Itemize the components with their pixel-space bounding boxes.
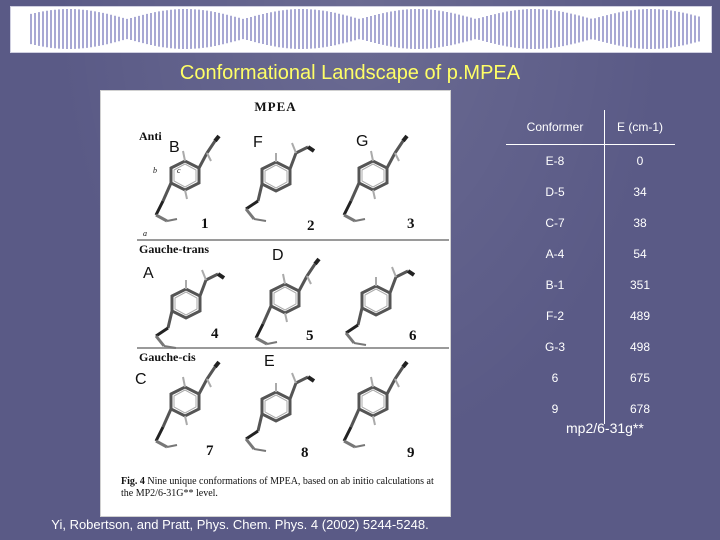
structure-number-6: 6 <box>409 328 417 344</box>
header-banner-image <box>10 6 712 53</box>
overlay-letter-e: E <box>264 353 275 370</box>
citation: Yi, Robertson, and Pratt, Phys. Chem. Phys. 4 (2002) 5244-5248. <box>51 517 429 532</box>
row-label-gauche-cis: Gauche-cis <box>139 350 196 364</box>
energy-cell: 489 <box>629 308 651 323</box>
molecule-structure-6 <box>336 253 416 358</box>
structure-number-7: 7 <box>206 443 214 459</box>
mpea-figure <box>100 90 451 517</box>
molecule-structure-1 <box>141 133 221 238</box>
overlay-letter-c: C <box>135 371 147 388</box>
energy-cell: 54 <box>633 246 647 261</box>
table-row <box>506 238 675 269</box>
molecule-structure-2 <box>236 129 316 234</box>
caption-text: Nine unique conformations of MPEA, based on ab initio calculations at the MP2/6-31G** level. <box>121 476 434 499</box>
banner-pattern <box>11 7 711 52</box>
structure-number-3: 3 <box>407 216 415 232</box>
figure-title: MPEA <box>254 99 297 114</box>
molecule-structure-4 <box>146 256 226 361</box>
table-header-row <box>506 110 675 145</box>
table-row <box>506 207 675 238</box>
structure-number-1: 1 <box>201 216 209 232</box>
molecule-structure-9 <box>329 359 409 464</box>
caption-prefix: Fig. 4 <box>121 476 145 487</box>
header-conformer: Conformer <box>506 110 605 145</box>
energy-cell: 498 <box>629 339 651 354</box>
overlay-letter-a: A <box>143 265 154 282</box>
method-label: mp2/6-31g** <box>566 420 644 436</box>
structure-number-2: 2 <box>307 218 315 234</box>
structure-number-8: 8 <box>301 445 309 461</box>
table-row <box>506 145 675 177</box>
figure-caption <box>121 476 441 500</box>
conformer-cell: 9 <box>506 393 605 424</box>
table-row <box>506 362 675 393</box>
conformer-cell: E-8 <box>506 145 605 177</box>
conformer-cell: B-1 <box>506 269 605 300</box>
overlay-letter-g: G <box>356 133 369 150</box>
molecule-structure-3 <box>329 133 409 238</box>
energy-cell: 675 <box>629 370 651 385</box>
conformer-cell: D-5 <box>506 176 605 207</box>
slide-title: Conformational Landscape of p.MPEA <box>179 62 521 84</box>
energy-cell: 34 <box>633 184 647 199</box>
overlay-letter-b: B <box>169 139 180 156</box>
table-row <box>506 300 675 331</box>
row-separator <box>137 239 449 241</box>
table-row <box>506 269 675 300</box>
overlay-letter-f: F <box>253 134 263 151</box>
header-energy: E (cm-1) <box>605 110 676 145</box>
structure-number-4: 4 <box>211 326 219 342</box>
atom-label-a: a <box>143 229 147 238</box>
conformer-cell: 6 <box>506 362 605 393</box>
conformer-cell: G-3 <box>506 331 605 362</box>
structure-number-9: 9 <box>407 445 415 461</box>
row-label-anti: Anti <box>139 129 162 143</box>
energy-cell: 678 <box>629 401 651 416</box>
atom-label-c: c <box>177 166 181 175</box>
conformer-cell: F-2 <box>506 300 605 331</box>
structure-number-5: 5 <box>306 328 314 344</box>
overlay-letter-d: D <box>272 247 284 264</box>
molecule-structure-5 <box>241 256 321 361</box>
conformer-cell: C-7 <box>506 207 605 238</box>
banner-wave-lines <box>31 9 699 49</box>
energy-cell: 351 <box>629 277 651 292</box>
row-label-gauche-trans: Gauche-trans <box>139 242 209 256</box>
table-row <box>506 176 675 207</box>
energy-cell: 0 <box>636 153 644 168</box>
energy-cell: 38 <box>633 215 647 230</box>
table-row <box>506 331 675 362</box>
conformer-cell: A-4 <box>506 238 605 269</box>
atom-label-b: b <box>153 166 157 175</box>
conformer-energy-table <box>506 110 675 424</box>
